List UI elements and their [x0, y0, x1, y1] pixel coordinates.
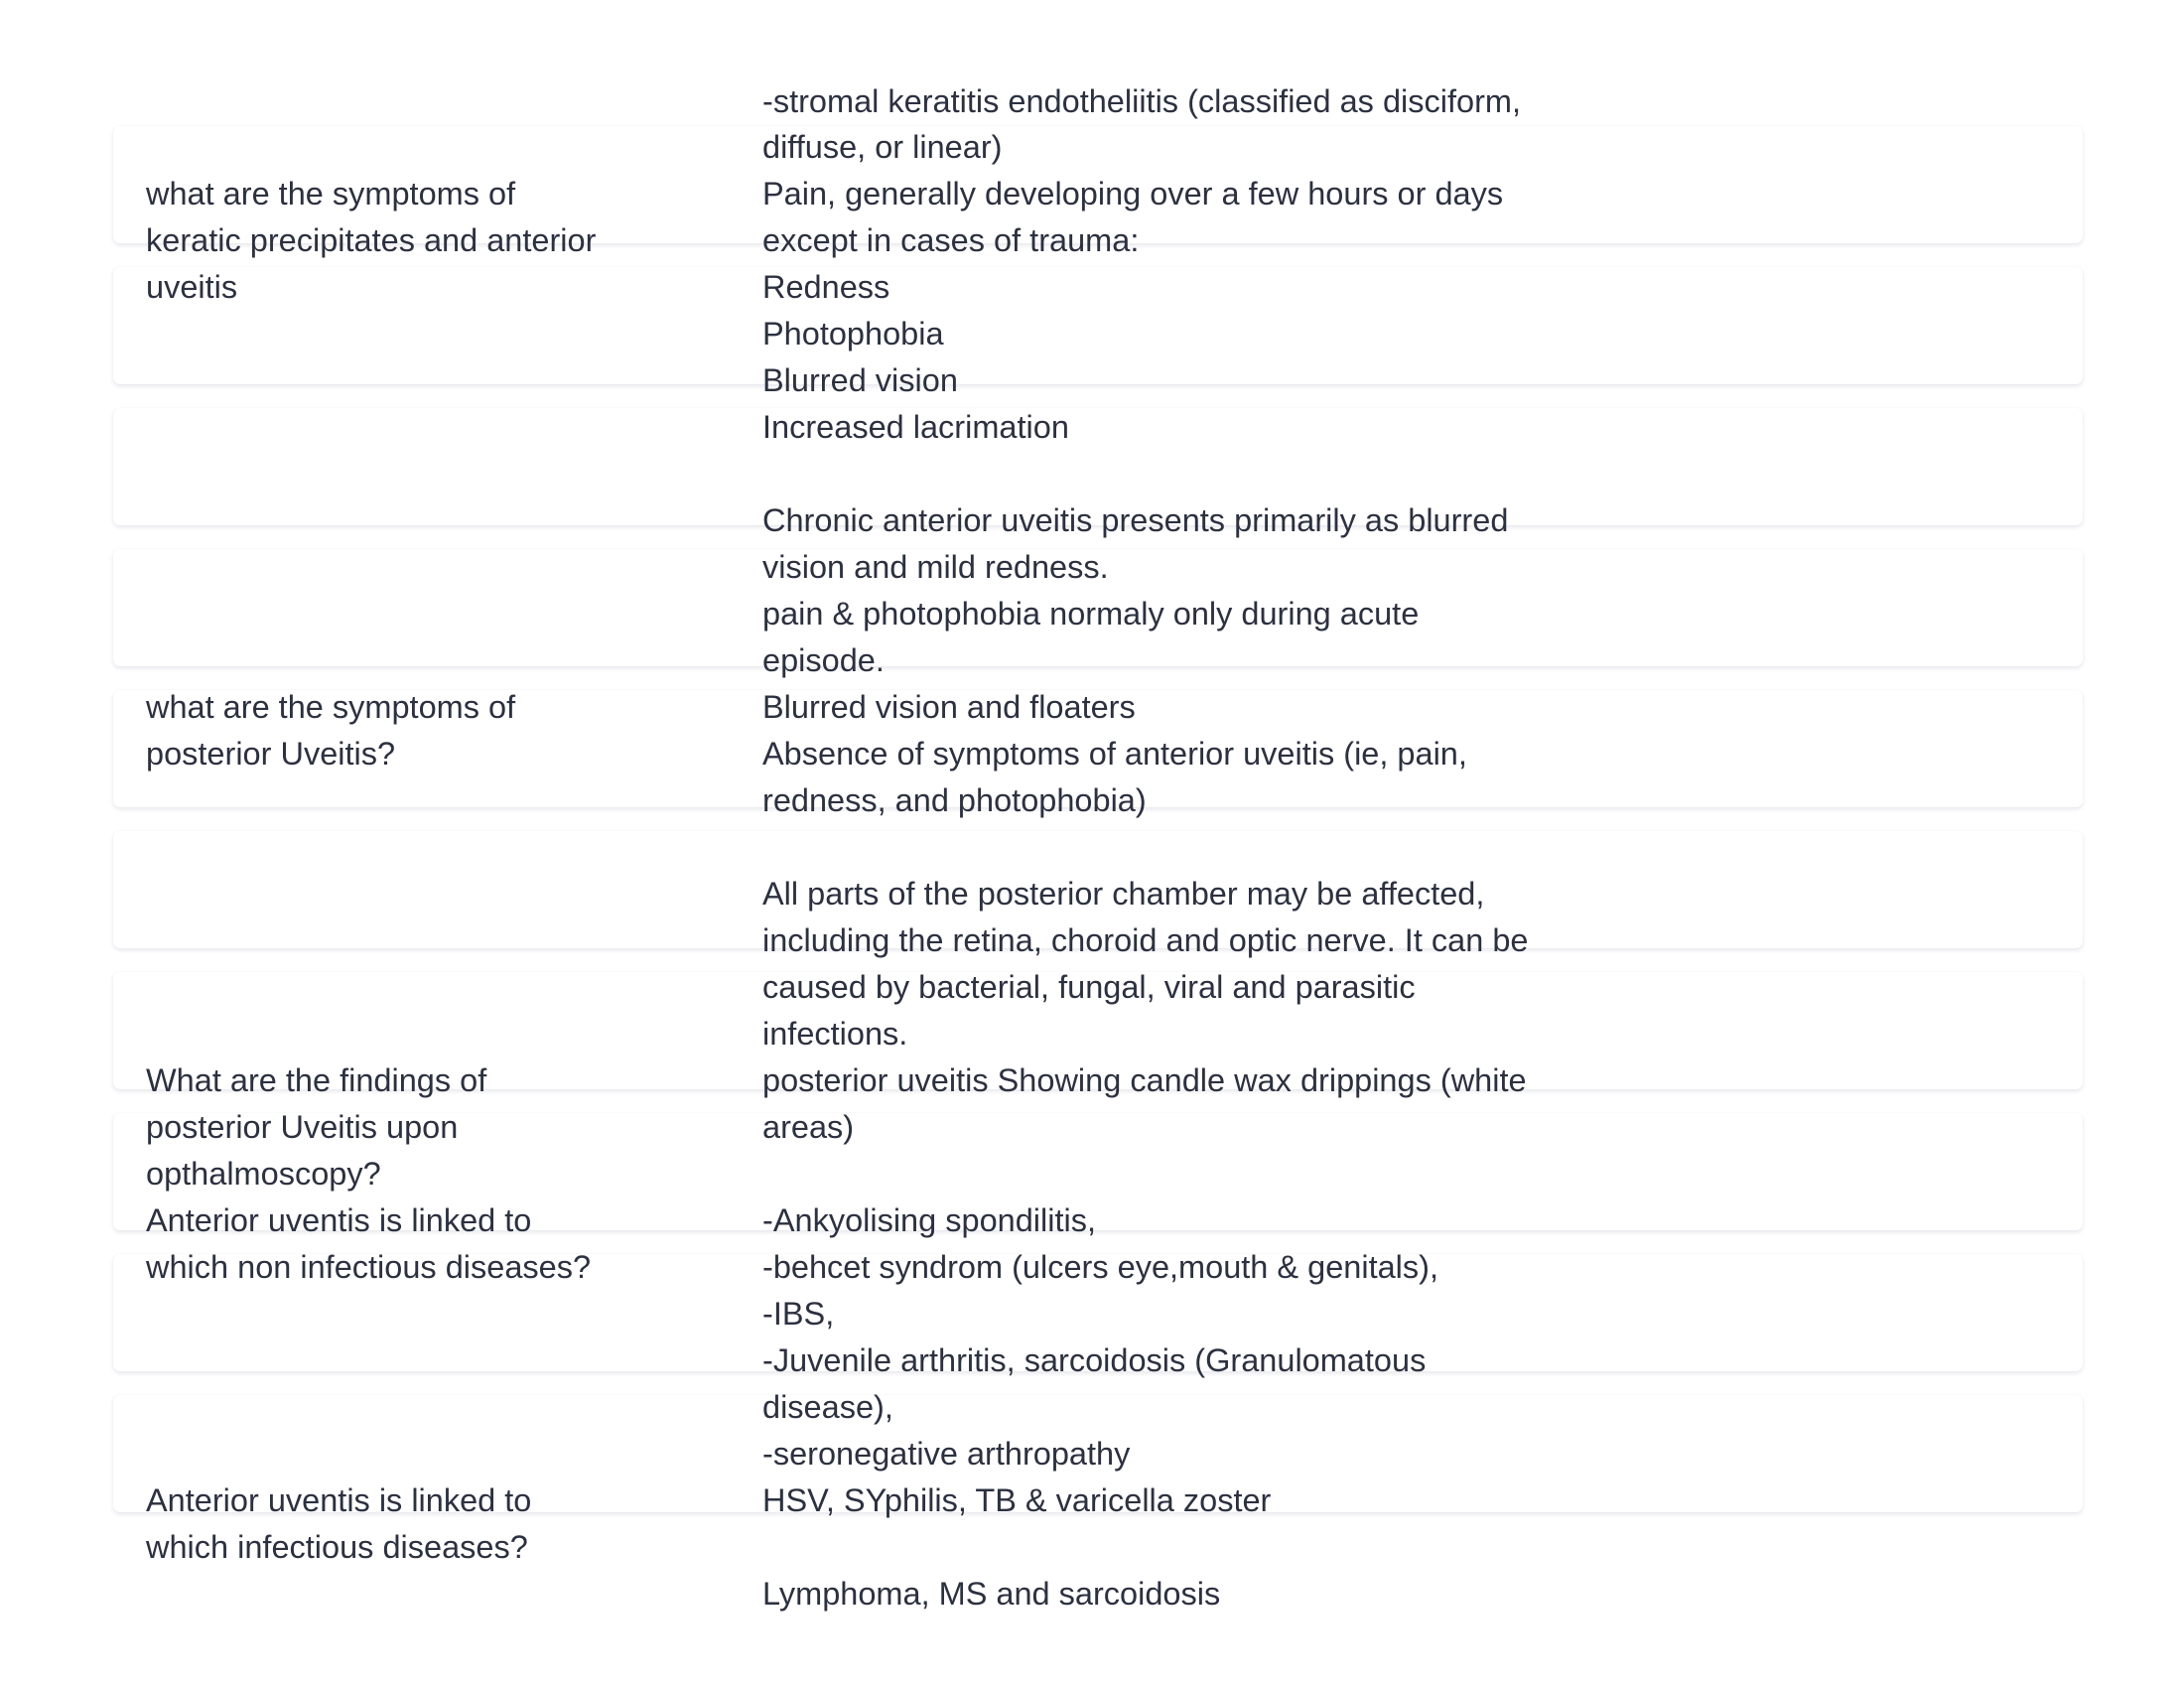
definition-line: Chronic anterior uveitis presents primarily as blurred: [762, 502, 1509, 538]
definition-line: Absence of symptoms of anterior uveitis (ie, pain,: [762, 736, 1467, 772]
definition-line: pain & photophobia normaly only during acute: [762, 596, 1420, 632]
definition-line: episode.: [762, 642, 885, 678]
definition-line: -stromal keratitis endotheliitis (classified as disciform,: [762, 83, 1521, 119]
definition-line: Lymphoma, MS and sarcoidosis: [762, 1576, 1221, 1612]
definition-line: HSV, SYphilis, TB & varicella zoster: [762, 1482, 1272, 1518]
definition-line: redness, and photophobia): [762, 782, 1147, 818]
definition-line: vision and mild redness.: [762, 549, 1109, 585]
definition-line: -behcet syndrom (ulcers eye,mouth & genitals),: [762, 1249, 1438, 1285]
term-line: posterior Uveitis?: [146, 736, 396, 772]
definition-line: posterior uveitis Showing candle wax drippings (white: [762, 1062, 1527, 1098]
definition-line: -Ankyolising spondilitis,: [762, 1202, 1096, 1238]
term-line: keratic precipitates and anterior: [146, 222, 597, 258]
definition-line: including the retina, choroid and optic nerve. It can be: [762, 922, 1529, 958]
term-line: What are the findings of: [146, 1062, 487, 1098]
term-line: uveitis: [146, 269, 238, 305]
definition-line: Increased lacrimation: [762, 409, 1069, 445]
term-line: Anterior uventis is linked to: [146, 1482, 532, 1518]
definition-line: Photophobia: [762, 316, 944, 352]
definition-line: -IBS,: [762, 1296, 835, 1332]
definition-line: Pain, generally developing over a few hours or days: [762, 176, 1504, 211]
definition-line: Blurred vision: [762, 362, 958, 398]
term-line: what are the symptoms of: [146, 176, 516, 211]
term-line: which non infectious diseases?: [146, 1249, 592, 1285]
definition-line: diffuse, or linear): [762, 129, 1003, 165]
term-line: Anterior uventis is linked to: [146, 1202, 532, 1238]
definition-line: infections.: [762, 1016, 908, 1052]
definition-line: Blurred vision and floaters: [762, 689, 1136, 725]
definition-line: except in cases of trauma:: [762, 222, 1140, 258]
term-line: which infectious diseases?: [146, 1529, 528, 1565]
definition-line: areas): [762, 1109, 855, 1145]
definition-line: Redness: [762, 269, 890, 305]
term-line: what are the symptoms of: [146, 689, 516, 725]
term-line: posterior Uveitis upon: [146, 1109, 459, 1145]
definition-line: All parts of the posterior chamber may be affected,: [762, 876, 1485, 912]
definition-line: caused by bacterial, fungal, viral and parasitic: [762, 969, 1416, 1005]
definition-line: -Juvenile arthritis, sarcoidosis (Granulomatous: [762, 1342, 1427, 1378]
term-line: opthalmoscopy?: [146, 1156, 381, 1192]
definition-line: disease),: [762, 1389, 893, 1425]
definition-line: -seronegative arthropathy: [762, 1436, 1131, 1472]
